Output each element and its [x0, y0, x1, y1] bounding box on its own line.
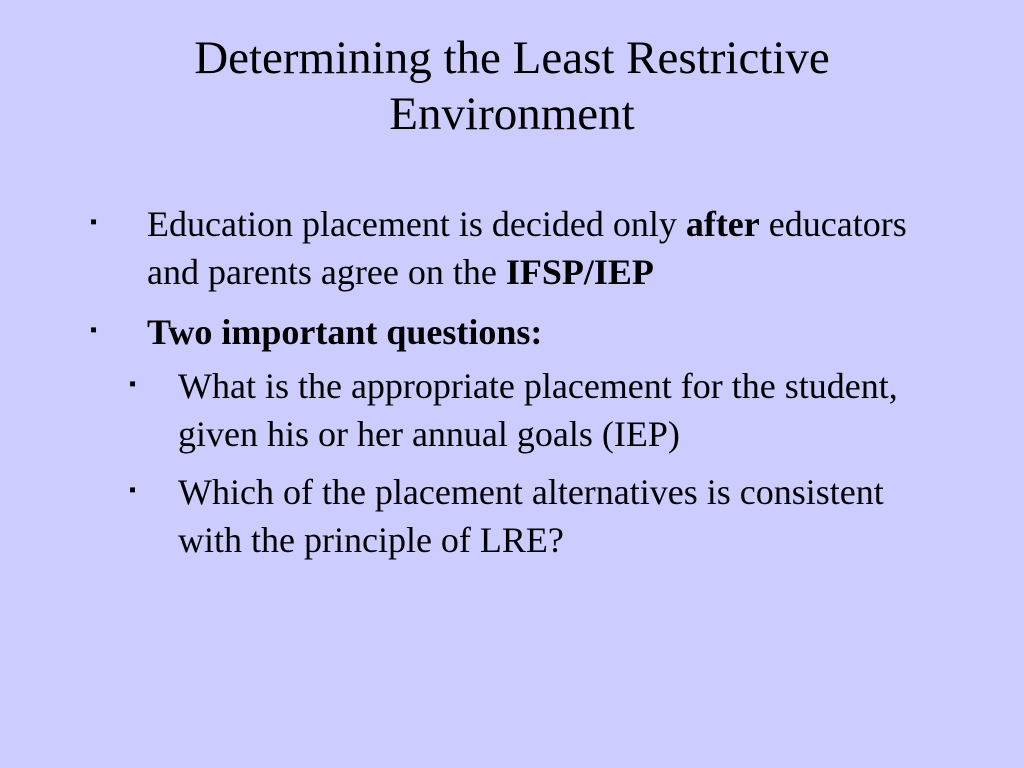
- square-bullet-icon: ▪: [129, 479, 137, 501]
- bullet-item-questions: [0, 308, 947, 356]
- square-bullet-icon: ▪: [129, 373, 137, 395]
- slide-title-line-1: Determining the Least Restrictive: [194, 32, 830, 84]
- square-bullet-icon: ▪: [90, 211, 98, 233]
- bullet-list: [0, 200, 1024, 564]
- slide-title-line-2: Environment: [389, 88, 635, 140]
- sub-bullet-text: Which of the placement alternatives is consistent with the principle of LRE?: [178, 472, 884, 560]
- bullet-text-emphasis-ifsp-iep: IFSP/IEP: [505, 252, 654, 292]
- bullet-text-emphasis-after: after: [685, 204, 760, 244]
- square-bullet-icon: ▪: [90, 319, 98, 341]
- sub-bullet-item-placement-alternatives: [0, 468, 948, 564]
- bullet-text-middle: educators and parents agree on the: [147, 204, 907, 292]
- bullet-text-intro: Education placement is decided only: [147, 204, 686, 244]
- bullet-text-questions-heading: Two important questions:: [147, 312, 543, 352]
- slide-title: [60, 30, 964, 142]
- sub-bullet-text: What is the appropriate placement for the student, given his or her annual goals (IEP): [178, 366, 898, 454]
- bullet-item-placement: [0, 200, 947, 296]
- sub-bullet-item-appropriate-placement: [0, 362, 948, 458]
